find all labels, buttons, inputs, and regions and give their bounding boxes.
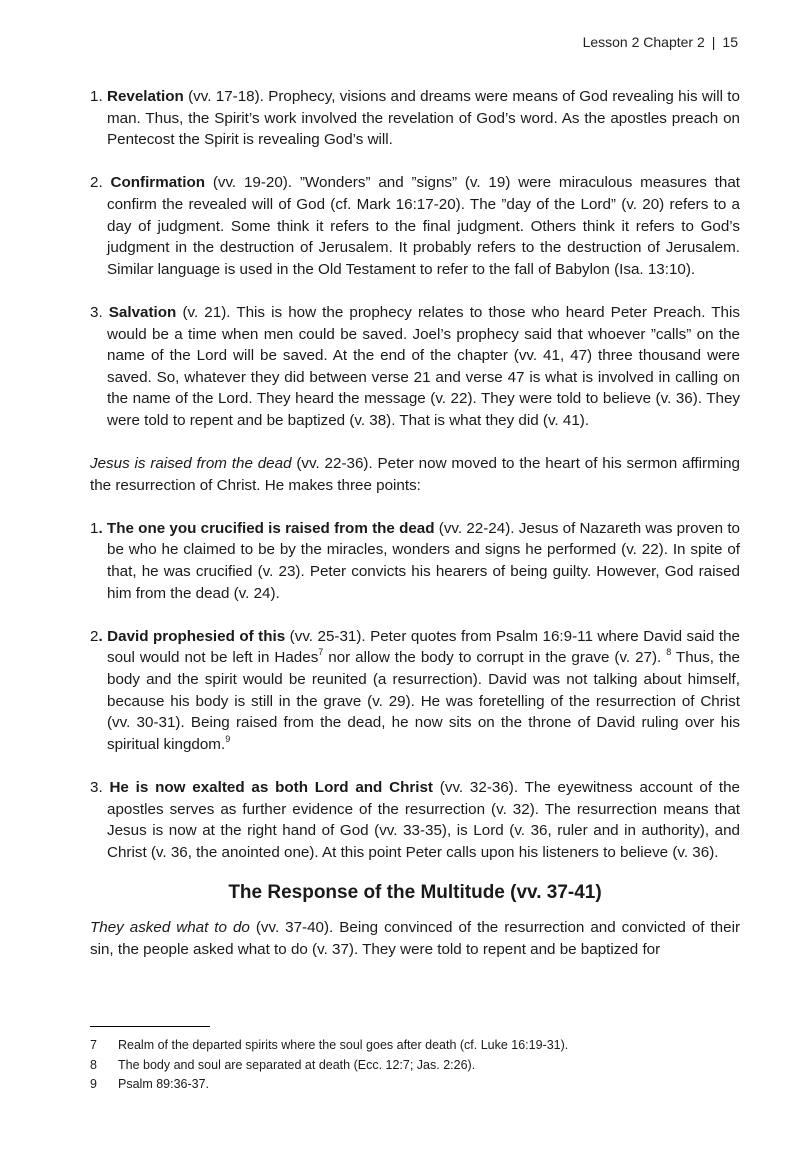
point-number: 2. (90, 174, 103, 192)
point-exalted (90, 777, 740, 863)
point-confirmation (90, 172, 740, 280)
point-crucified-raised (90, 518, 740, 604)
point-ref: (vv. 32-36). (433, 779, 525, 796)
page-body (90, 86, 740, 982)
point-david-prophesied (90, 626, 740, 756)
point-text: Thus, the body and the spirit would be reunited (a resurrection). David was not talking about himself, because his body is still in the grave (v. 29). He was foretelling of the resurrection of Christ (vv. 30-31). Being raised from the dead, he now sits on the throne of David ruling over his spiritual kingdom. (107, 649, 740, 753)
point-salvation (90, 302, 740, 432)
point-ref: (vv. 19-20). (205, 174, 300, 192)
point-number: 3. (90, 779, 103, 796)
paragraph-text: Peter now moved to the heart of his sermon affirming the resurrection of Christ. He makes three points: (90, 455, 740, 494)
point-revelation (90, 86, 740, 151)
paragraph-lead: They asked what to do (90, 918, 250, 936)
point-ref: (vv. 25-31). (285, 627, 371, 645)
point-number: 3. (90, 303, 103, 321)
point-ref: (vv. 22-24). (434, 519, 519, 537)
paragraph-ref: (vv. 22-36). (291, 455, 378, 473)
point-text: Peter quotes from Psalm 16:9-11 where David said the soul would not be left in Hades (107, 627, 741, 667)
footnote-ref-7[interactable]: 7 (318, 647, 324, 658)
footnote-number: 7 (90, 1038, 97, 1052)
point-term: He is now exalted as both Lord and Christ (102, 779, 433, 796)
paragraph-text: Being convinced of the resurrection and convicted of their sin, the people asked what to do (v. 37). They were told to repent and be baptized for (90, 918, 741, 958)
point-text: Prophecy, visions and dreams were means of God revealing his will to man. Thus, the Spirit’s work involved the revelation of God’s word. As the apostles preach on Pentecost the Spirit is revealing God’s will. (107, 88, 740, 149)
point-dot: . (98, 627, 103, 645)
footnote-text: Psalm 89:36-37. (118, 1077, 210, 1091)
point-text: This is how the prophecy relates to those who heard Peter Preach. This would be a time when men could be saved. Joel’s prophecy said that whoever ”calls” on the name of the Lord will be saved. At the end of the chapter (vv. 41, 47) three thousand were saved. So, whatever they did between verse 21 and verse 47 is what is involved in calling on the name of the Lord. They heard the message (v. 22). They were told to believe (v. 36). They were told to repent and be baptized (v. 38). That is what they did (v. 41). (107, 303, 740, 429)
header-separator: | (711, 34, 716, 50)
raised-paragraph (90, 453, 740, 496)
point-text: ”Wonders” and ”signs” (v. 19) were miraculous measures that confirm the revealed will of God (cf. Mark 16:17-20). The ”day of the Lord” (v. 20) refers to a day of judgment. Some think it refers to the final judgment. Others think it refers to God’s judgment in the destruction of Jerusalem. It probably refers to the destruction of Jerusalem. Similar language is used in the Old Testament to refer to the fall of Babylon (Isa. 13:10). (107, 174, 740, 278)
section-heading: The Response of the Multitude (vv. 37-41) (228, 881, 602, 903)
chapter-label: Lesson 2 Chapter 2 (582, 34, 705, 50)
paragraph-ref: (vv. 37-40). (249, 918, 340, 936)
point-term: David prophesied of this (102, 627, 286, 645)
footnote-ref-9[interactable]: 9 (225, 733, 231, 744)
point-dot: . (98, 519, 103, 537)
point-term: Revelation (106, 88, 184, 105)
point-number: 1 (90, 519, 99, 537)
page-number: 15 (722, 34, 738, 50)
footnote-ref-8[interactable]: 8 (666, 647, 672, 658)
point-term: Confirmation (110, 174, 205, 192)
point-ref: (v. 21). (176, 303, 237, 321)
point-term: The one you crucified is raised from the dead (102, 519, 435, 537)
footnote-text: The body and soul are separated at death (Ecc. 12:7; Jas. 2:26). (118, 1057, 476, 1072)
point-term: Salvation (108, 303, 177, 321)
footnote-text: Realm of the departed spirits where the soul goes after death (cf. Luke 16:19-31). (118, 1038, 569, 1052)
footnote-number: 9 (90, 1077, 97, 1091)
point-ref: (vv. 17-18). (183, 88, 269, 105)
footnote-number: 8 (90, 1057, 97, 1072)
running-head (583, 34, 738, 50)
point-number: 2 (90, 627, 99, 645)
footnote-7 (90, 1036, 740, 1056)
footnotes (90, 1036, 740, 1095)
point-number: 1. (90, 88, 103, 105)
point-text: Jesus of Nazareth was proven to be who he claimed to be by the miracles, wonders and signs he performed (v. 22). In spite of that, he was crucified (v. 23). Peter convicts his hearers of being guilty. However, God raised him from the dead (v. 24). (107, 519, 741, 602)
footnote-8 (90, 1056, 740, 1076)
footnote-divider (90, 1026, 210, 1027)
asked-paragraph (90, 917, 740, 960)
point-text: The eyewitness account of the apostles serves as further evidence of the resurrection (v. 32). The resurrection means that Jesus is now at the right hand of God (vv. 33-35), is Lord (v. 36, ruler and in authority), and Christ (v. 36, the anointed one). At this point Peter calls upon his listeners to believe (v. 36). (107, 779, 741, 861)
footnote-9 (90, 1075, 740, 1095)
point-text: nor allow the body to corrupt in the grave (v. 27). (323, 649, 667, 667)
paragraph-lead: Jesus is raised from the dead (90, 455, 292, 473)
